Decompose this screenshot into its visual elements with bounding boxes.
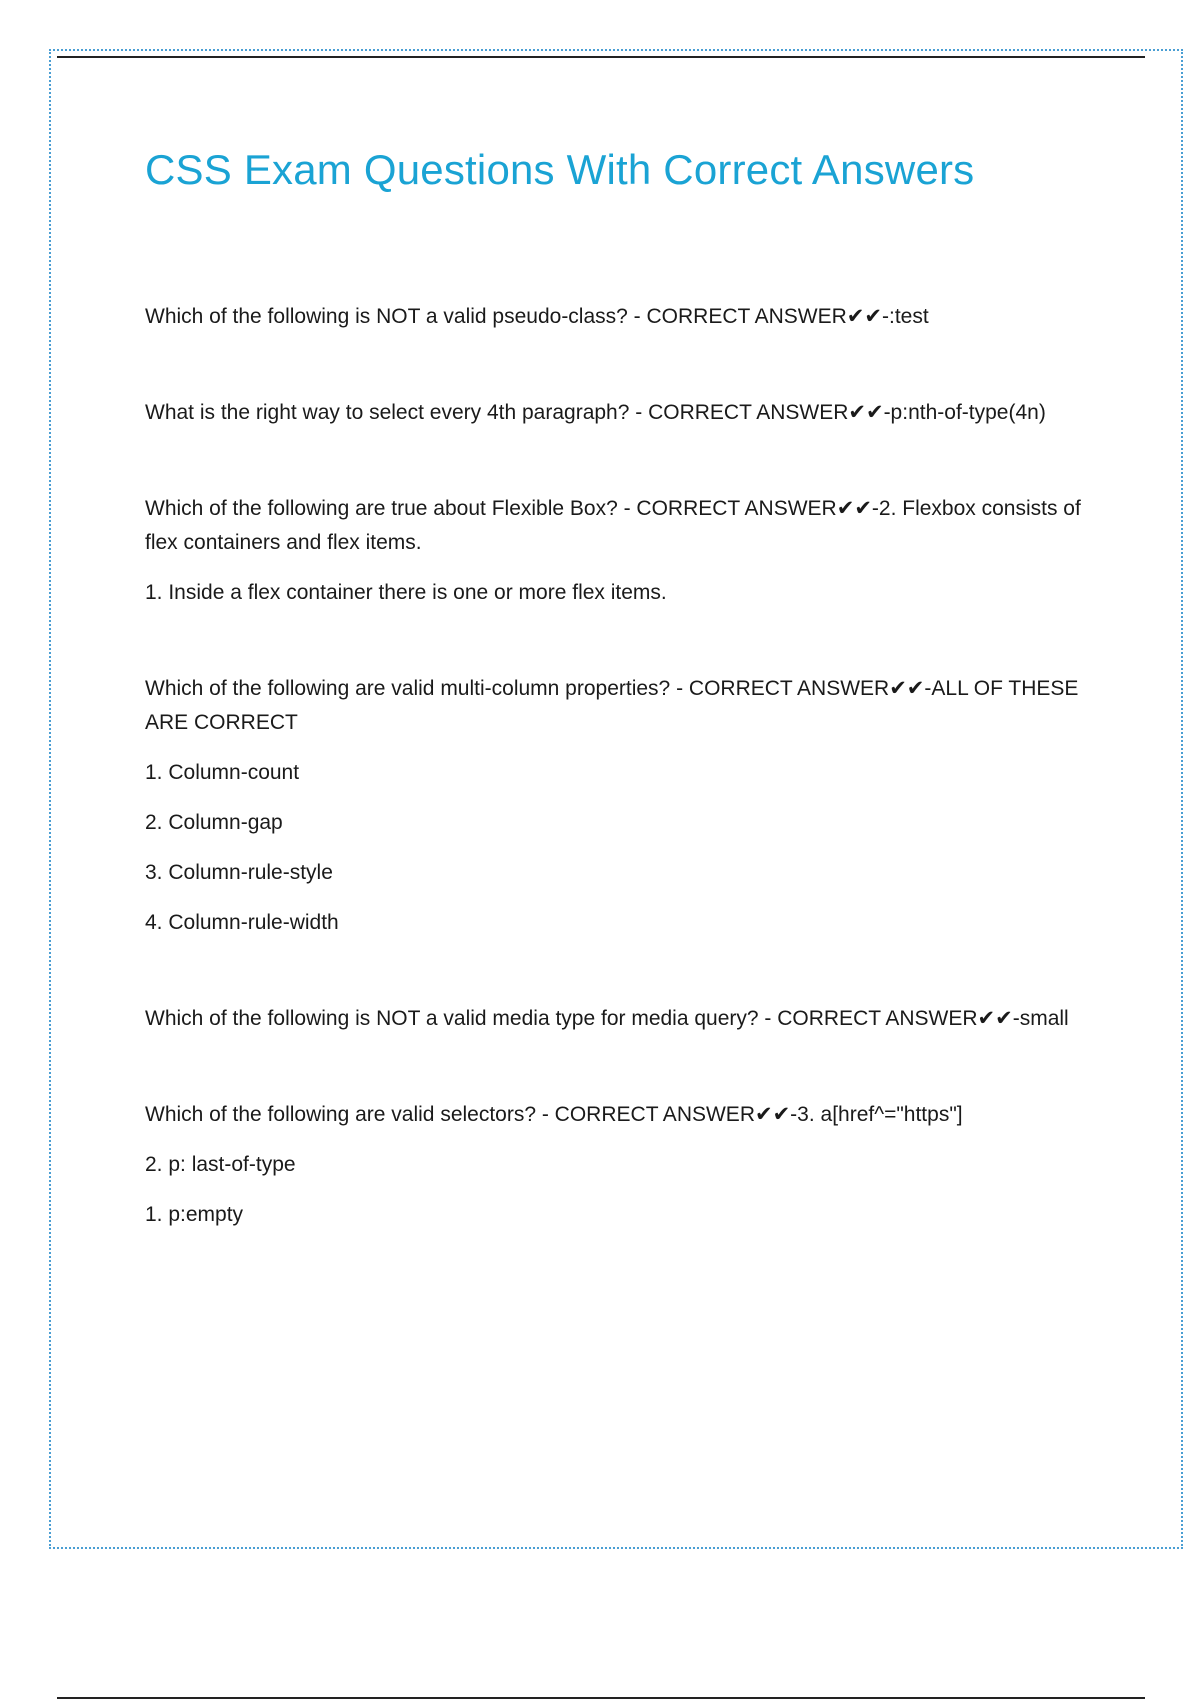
question-text: Which of the following are valid multi-column properties? - CORRECT ANSWER✔✔-ALL OF THESE ARE CORRECT bbox=[145, 677, 1079, 734]
question-block-5 bbox=[145, 1002, 1085, 1036]
answer-line: 3. Column-rule-style bbox=[145, 861, 333, 884]
answer-line: 4. Column-rule-width bbox=[145, 911, 339, 934]
question-text: What is the right way to select every 4th paragraph? - CORRECT ANSWER✔✔-p:nth-of-type(4n) bbox=[145, 401, 1046, 424]
question-text: Which of the following are valid selectors? - CORRECT ANSWER✔✔-3. a[href^="https"] bbox=[145, 1103, 963, 1126]
question-block-4 bbox=[145, 672, 1085, 940]
question-block-2 bbox=[145, 396, 1085, 430]
question-block-3 bbox=[145, 492, 1085, 610]
document-content bbox=[145, 140, 1085, 1294]
question-text: Which of the following is NOT a valid media type for media query? - CORRECT ANSWER✔✔-small bbox=[145, 1007, 1069, 1030]
answer-line: 1. Column-count bbox=[145, 761, 300, 784]
document-title: CSS Exam Questions With Correct Answers bbox=[145, 146, 975, 193]
bottom-horizontal-rule bbox=[57, 1697, 1145, 1699]
question-block-6 bbox=[145, 1098, 1085, 1232]
answer-line: 1. Inside a flex container there is one or more flex items. bbox=[145, 581, 667, 604]
answer-line: 1. p:empty bbox=[145, 1203, 244, 1226]
question-text: Which of the following are true about Flexible Box? - CORRECT ANSWER✔✔-2. Flexbox consists of flex containers and flex items. bbox=[145, 497, 1081, 554]
top-horizontal-rule bbox=[57, 56, 1145, 58]
answer-line: 2. p: last-of-type bbox=[145, 1153, 296, 1176]
question-block-1 bbox=[145, 300, 1085, 334]
question-text: Which of the following is NOT a valid pseudo-class? - CORRECT ANSWER✔✔-:test bbox=[145, 305, 929, 328]
answer-line: 2. Column-gap bbox=[145, 811, 283, 834]
